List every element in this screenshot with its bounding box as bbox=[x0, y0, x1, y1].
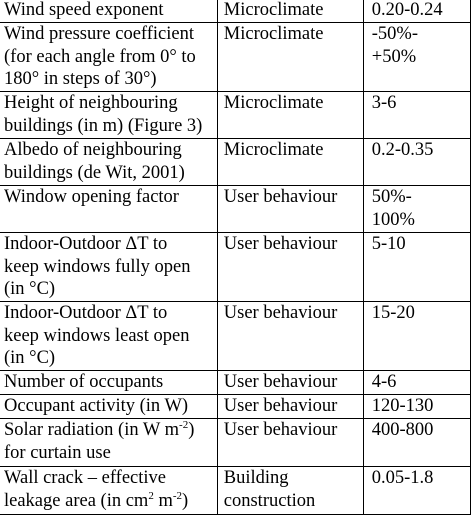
table-row bbox=[0, 186, 471, 233]
parameter-text: 180° in steps of 30°) bbox=[4, 69, 157, 89]
range-text: -50%- bbox=[371, 24, 418, 44]
table-row bbox=[0, 467, 471, 515]
category-text: Microclimate bbox=[223, 24, 324, 44]
parameter-text: buildings (in m) (Figure 3) bbox=[4, 115, 203, 136]
parameter-text-part: ) bbox=[188, 420, 195, 440]
parameter-cell bbox=[0, 467, 217, 515]
range-text: 120-130 bbox=[371, 396, 434, 416]
parameter-superscript: -2 bbox=[179, 419, 189, 431]
range-text: +50% bbox=[371, 46, 417, 67]
category-text: Microclimate bbox=[223, 93, 324, 113]
category-cell bbox=[217, 419, 363, 467]
range-cell bbox=[363, 233, 470, 302]
category-text: User behaviour bbox=[223, 372, 338, 392]
parameter-text: (for each angle from 0° to bbox=[4, 46, 196, 67]
parameter-text: Wind pressure coefficient bbox=[4, 24, 195, 44]
parameter-text bbox=[4, 490, 217, 513]
parameter-text: buildings (de Wit, 2001) bbox=[4, 162, 185, 183]
parameter-text: Albedo of neighbouring bbox=[4, 140, 182, 160]
parameter-text: Wall crack – effective bbox=[4, 468, 167, 488]
category-text: User behaviour bbox=[223, 396, 338, 416]
range-text: 15-20 bbox=[371, 303, 415, 323]
category-text: User behaviour bbox=[223, 234, 338, 254]
parameter-text: for curtain use bbox=[4, 442, 111, 463]
range-text: 4-6 bbox=[371, 372, 397, 392]
category-text: User behaviour bbox=[223, 303, 338, 323]
parameter-text: Indoor-Outdoor ΔT to bbox=[4, 234, 168, 254]
parameter-cell bbox=[0, 395, 217, 419]
range-cell bbox=[363, 92, 470, 139]
parameter-text: (in °C) bbox=[4, 348, 56, 368]
category-text: User behaviour bbox=[223, 420, 338, 440]
parameter-text: keep windows least open bbox=[4, 325, 190, 346]
table-row bbox=[0, 92, 471, 139]
range-cell bbox=[363, 23, 470, 92]
parameter-text: Number of occupants bbox=[4, 372, 164, 392]
parameter-cell bbox=[0, 0, 217, 23]
parameter-text: keep windows fully open bbox=[4, 256, 191, 277]
category-text: User behaviour bbox=[223, 187, 338, 207]
parameter-text: Height of neighbouring bbox=[4, 93, 178, 113]
parameter-cell bbox=[0, 371, 217, 395]
table-row bbox=[0, 139, 471, 186]
category-text: Microclimate bbox=[223, 140, 324, 160]
table-row bbox=[0, 419, 471, 467]
range-cell bbox=[363, 395, 470, 419]
range-text: 50%- bbox=[371, 187, 412, 207]
parameter-text: Window opening factor bbox=[4, 187, 179, 207]
range-text: 0.2-0.35 bbox=[371, 140, 434, 160]
category-text: Building bbox=[223, 468, 289, 488]
range-cell bbox=[363, 419, 470, 467]
parameter-cell bbox=[0, 233, 217, 302]
range-text: 0.20-0.24 bbox=[371, 0, 443, 20]
parameter-text bbox=[4, 419, 217, 442]
parameter-text-part: Solar radiation (in W m bbox=[4, 420, 180, 440]
category-cell bbox=[217, 139, 363, 186]
range-cell bbox=[363, 302, 470, 371]
parameter-text-part: leakage area (in cm bbox=[4, 490, 149, 511]
parameter-text-part: m bbox=[153, 490, 173, 511]
parameter-cell bbox=[0, 139, 217, 186]
parameter-text-part: ) bbox=[182, 490, 189, 511]
category-text: Microclimate bbox=[223, 0, 324, 20]
parameter-text: Wind speed exponent bbox=[4, 0, 164, 20]
category-cell bbox=[217, 233, 363, 302]
category-cell bbox=[217, 467, 363, 515]
parameter-superscript: -2 bbox=[172, 489, 182, 502]
category-cell bbox=[217, 92, 363, 139]
category-cell bbox=[217, 371, 363, 395]
table-row bbox=[0, 302, 471, 371]
parameter-text: Indoor-Outdoor ΔT to bbox=[4, 303, 168, 323]
parameter-text: Occupant activity (in W) bbox=[4, 396, 189, 416]
table-row bbox=[0, 233, 471, 302]
range-cell bbox=[363, 139, 470, 186]
parameter-cell bbox=[0, 23, 217, 92]
table-row bbox=[0, 371, 471, 395]
range-text: 5-10 bbox=[371, 234, 406, 254]
category-cell bbox=[217, 302, 363, 371]
parameter-cell bbox=[0, 92, 217, 139]
category-cell bbox=[217, 395, 363, 419]
category-cell bbox=[217, 0, 363, 23]
range-cell bbox=[363, 467, 470, 515]
table-row bbox=[0, 395, 471, 419]
range-cell bbox=[363, 186, 470, 233]
parameter-cell bbox=[0, 186, 217, 233]
category-cell bbox=[217, 186, 363, 233]
table-row bbox=[0, 23, 471, 92]
range-text: 0.05-1.8 bbox=[371, 468, 434, 488]
range-text: 100% bbox=[371, 209, 415, 230]
range-text: 3-6 bbox=[371, 93, 397, 113]
parameter-cell bbox=[0, 419, 217, 467]
range-cell bbox=[363, 0, 470, 23]
category-cell bbox=[217, 23, 363, 92]
parameter-text: (in °C) bbox=[4, 279, 56, 299]
range-cell bbox=[363, 371, 470, 395]
range-text: 400-800 bbox=[371, 420, 434, 440]
category-text: construction bbox=[223, 490, 316, 511]
parameter-cell bbox=[0, 302, 217, 371]
parameter-superscript: 2 bbox=[148, 489, 154, 502]
table-row bbox=[0, 0, 471, 23]
